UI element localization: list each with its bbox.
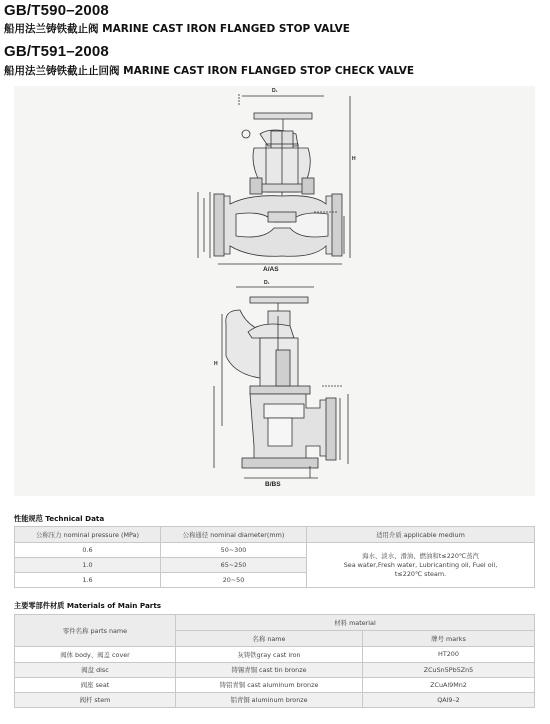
valve-drawing-a xyxy=(14,86,535,496)
marks-cell: HT200 xyxy=(363,647,535,662)
table-row xyxy=(15,677,535,692)
drawing-panel xyxy=(14,86,535,496)
standard-title-590: 船用法兰铸铁截止阀 MARINE CAST IRON FLANGED STOP VALVE xyxy=(4,23,350,35)
table-row xyxy=(15,692,535,707)
material-name-cell: 铸铝青铜 cast aluminum bronze xyxy=(176,677,363,692)
diameter-cell: 20~50 xyxy=(161,573,307,588)
marks-cell: ZCuAl9Mn2 xyxy=(363,677,535,692)
col-header-diameter: 公称通径 nominal diameter(mm) xyxy=(161,527,307,543)
marks-cell: ZCuSn5Pb5Zn5 xyxy=(363,662,535,677)
technical-data-title: 性能规范 Technical Data xyxy=(14,514,105,523)
dim-label-d1-top: D₁ xyxy=(272,88,278,94)
dim-label-d1-bottom: D₁ xyxy=(264,280,270,286)
materials-title: 主要零部件材质 Materials of Main Parts xyxy=(14,601,162,610)
col-header-marks: 牌号 marks xyxy=(363,631,535,647)
part-cell: 阀盘 disc xyxy=(15,662,176,677)
medium-cell xyxy=(307,543,535,588)
material-name-cell: 铸锡青铜 cast tin bronze xyxy=(176,662,363,677)
part-cell: 阀杆 stem xyxy=(15,692,176,707)
diameter-cell: 65~250 xyxy=(161,558,307,573)
col-header-medium: 适用介质 applicable medium xyxy=(307,527,535,543)
part-cell: 阀座 seat xyxy=(15,677,176,692)
standard-title-591: 船用法兰铸铁截止止回阀 MARINE CAST IRON FLANGED STOP CHECK VALVE xyxy=(4,65,415,77)
pressure-cell: 1.0 xyxy=(15,558,161,573)
material-name-cell: 铝青铜 aluminum bronze xyxy=(176,692,363,707)
pressure-cell: 1.6 xyxy=(15,573,161,588)
materials-table xyxy=(14,614,535,708)
technical-data-table xyxy=(14,526,535,588)
table-row xyxy=(15,647,535,662)
part-cell: 阀体 body、阀盖 cover xyxy=(15,647,176,662)
dim-label-h-bottom: H xyxy=(214,361,218,367)
col-header-pressure: 公称压力 nominal pressure (MPa) xyxy=(15,527,161,543)
standard-code-590: GB/T590–2008 xyxy=(4,2,109,19)
col-header-name: 名称 name xyxy=(176,631,363,647)
medium-line-1: 海水、淡水、滑油、燃油和t≤220℃蒸汽 xyxy=(362,551,479,560)
col-header-part: 零件名称 parts name xyxy=(15,615,176,647)
table-row xyxy=(15,662,535,677)
col-header-material: 材料 material xyxy=(176,615,535,631)
marks-cell: QAl9–2 xyxy=(363,692,535,707)
diameter-cell: 50~300 xyxy=(161,543,307,558)
medium-line-3: t≤220℃ steam. xyxy=(394,569,447,578)
caption-b-bs: B/BS xyxy=(265,481,281,488)
medium-line-2: Sea water,Fresh water, Lubricanting oil, Fuel oil, xyxy=(343,560,498,569)
standard-code-591: GB/T591–2008 xyxy=(4,43,109,60)
dim-label-h-top: H xyxy=(352,156,356,162)
caption-a-as: A/AS xyxy=(263,266,279,273)
pressure-cell: 0.6 xyxy=(15,543,161,558)
material-name-cell: 灰铸铁gray cast iron xyxy=(176,647,363,662)
table-row xyxy=(15,543,535,558)
